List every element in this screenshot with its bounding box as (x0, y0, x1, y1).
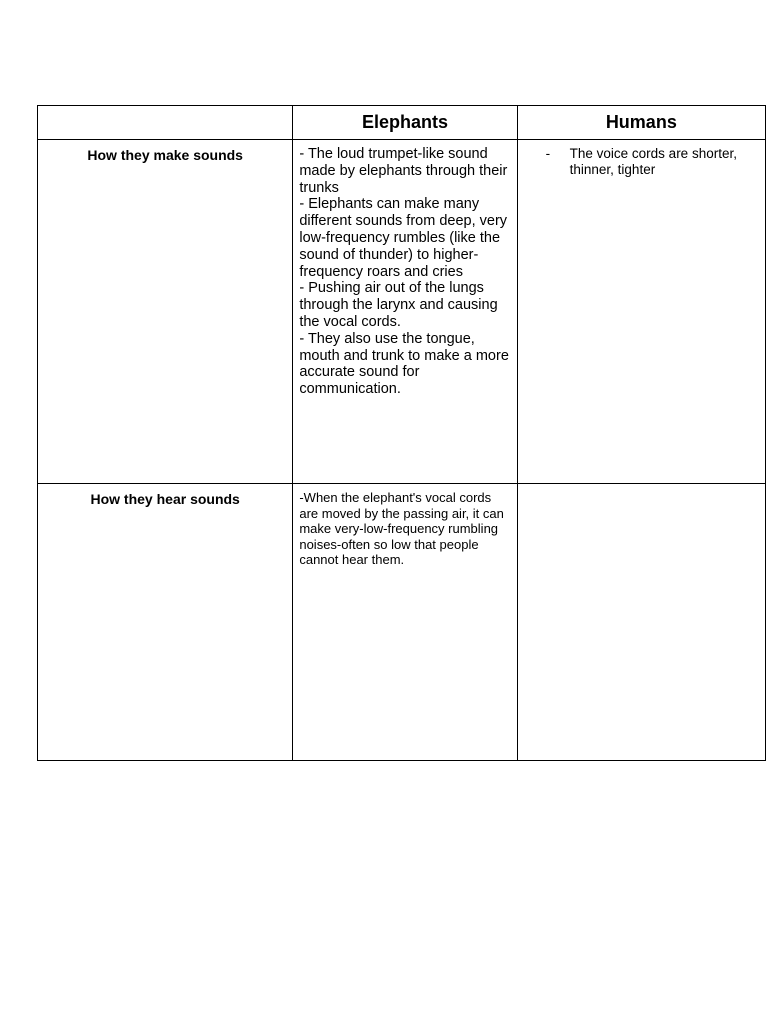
elephants-make-sounds-line: - They also use the tongue, mouth and trunk to make a more accurate sound for communication. (299, 330, 509, 398)
humans-make-sounds-list (518, 140, 765, 177)
comparison-table (37, 105, 766, 761)
header-empty-cell (38, 106, 293, 140)
list-item (546, 146, 755, 177)
header-elephants: Elephants (293, 106, 517, 140)
elephants-hear-sounds-cell (293, 484, 517, 761)
elephants-make-sounds-cell (293, 140, 517, 484)
elephants-make-sounds-line: - The loud trumpet-like sound made by elephants through their trunks (299, 146, 508, 196)
list-item-text: The voice cords are shorter, thinner, tighter (569, 146, 737, 177)
bullet-dash: - (545, 146, 551, 161)
row-label-hear-sounds: How they hear sounds (38, 484, 293, 761)
table-row-hear-sounds (38, 484, 766, 761)
row-label-make-sounds: How they make sounds (38, 140, 293, 484)
header-humans: Humans (517, 106, 765, 140)
header-row (38, 106, 766, 140)
humans-hear-sounds-cell (517, 484, 765, 761)
table-row-make-sounds (38, 140, 766, 484)
elephants-make-sounds-line: - Elephants can make many different sounds from deep, very low-frequency rumbles (like the sound of thunder) to higher-frequency roars and cries (299, 196, 508, 280)
elephants-hear-sounds-line: -When the elephant's vocal cords are moved by the passing air, it can make very-low-frequency rumbling noises-often so low that people cannot hear them. (299, 490, 504, 567)
elephants-make-sounds-line: - Pushing air out of the lungs through the larynx and causing the vocal cords. (299, 280, 498, 330)
humans-make-sounds-cell (517, 140, 765, 484)
